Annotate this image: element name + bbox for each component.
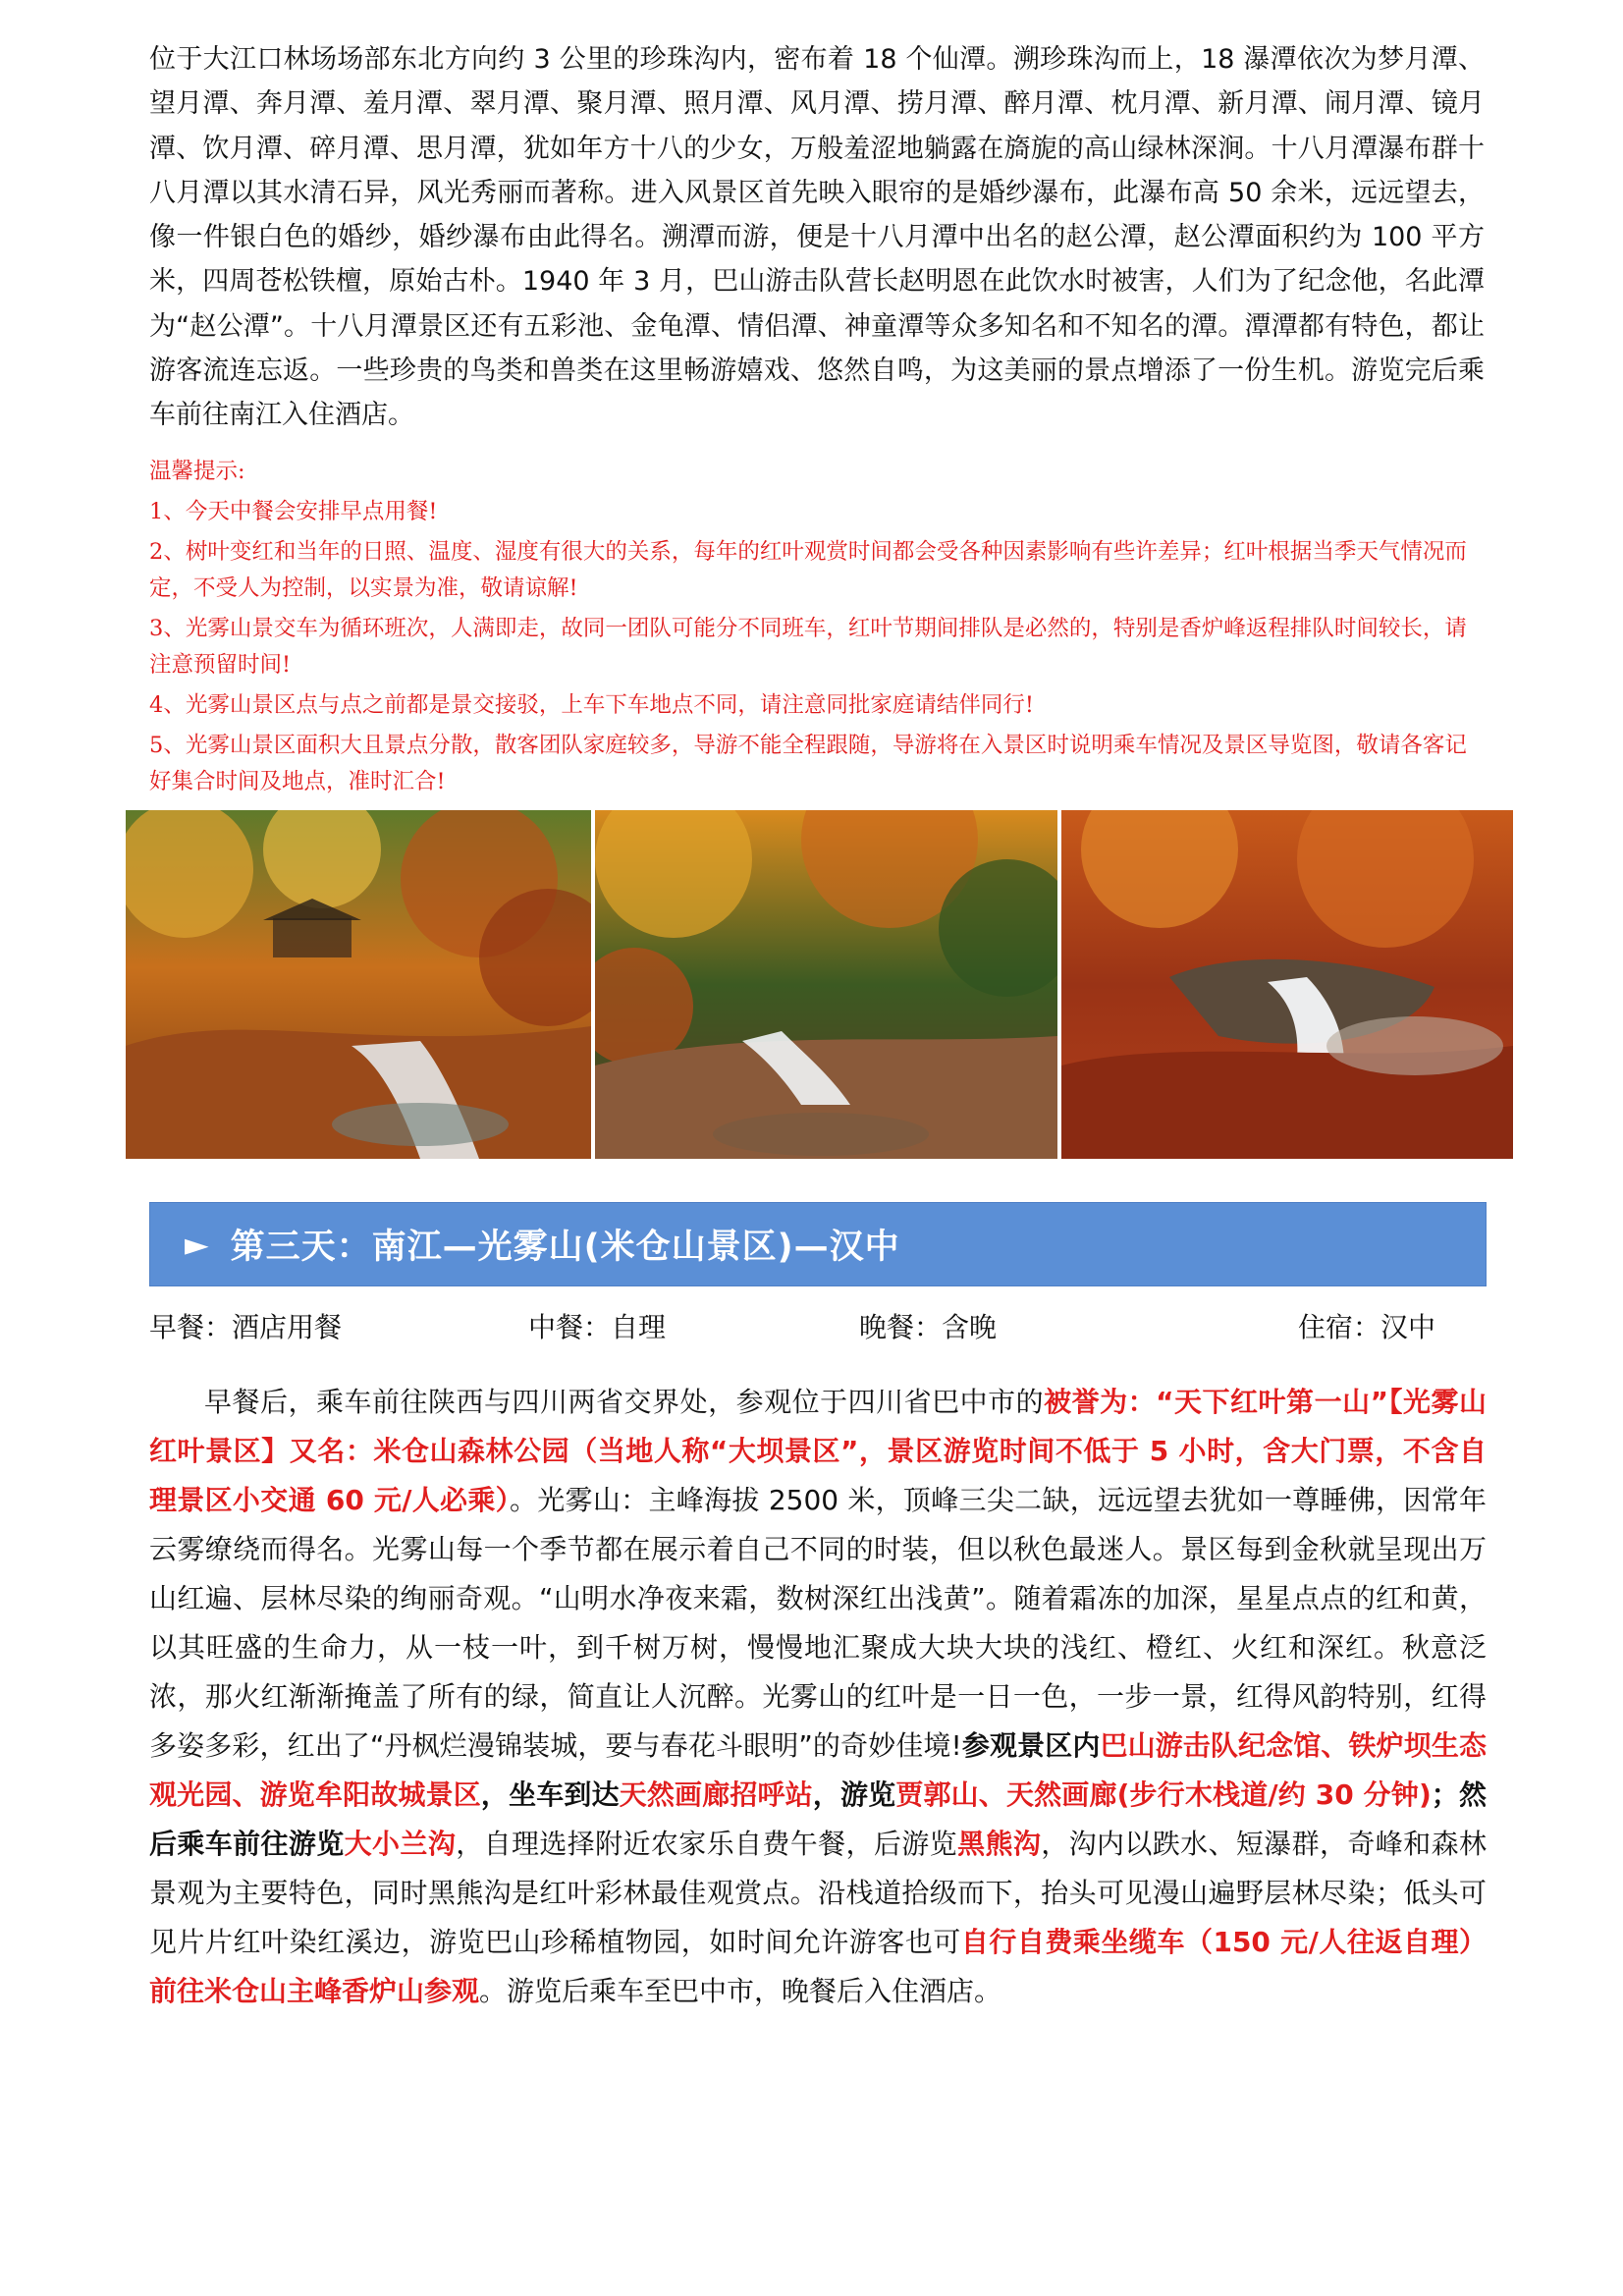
tip-item: 4、光雾山景区点与点之前都是景交接驳，上车下车地点不同，请注意同批家庭请结伴同行! (149, 692, 1034, 718)
tip-item: 5、光雾山景区面积大且景点分散，散客团队家庭较多，导游不能全程跟随，导游将在入景区时说明乘车情况及景区导览图，敬请各客记好集合时间及地点，准时汇合! (149, 733, 1467, 794)
bold-text: ；然后乘车前往游览 (149, 1778, 1487, 1860)
dinner-info: 晚餐：含晚 (859, 1311, 998, 1343)
highlight-text: 天然画廊招呼站 (619, 1778, 813, 1811)
breakfast-info: 早餐：酒店用餐 (149, 1311, 343, 1343)
highlight-text: 自行自费乘坐缆车（150 元/人往返自理）前往米仓山主峰香炉山参观 (149, 1926, 1487, 2007)
tips-heading: 温馨提示: (149, 459, 245, 484)
text-run: 。游览后乘车至巴中市，晚餐后入住酒店。 (479, 1975, 1002, 2007)
triangle-icon: ► (185, 1226, 209, 1263)
autumn-stream-photo (126, 810, 591, 1159)
text-run: 。光雾山：主峰海拔 2500 米，顶峰三尖二缺，远远望去犹如一尊睡佛，因常年云雾缭绕而得名。光雾山每一个季节都在展示着自己不同的时装，但以秋色最迷人。景区每到金秋就呈现出万山红遍、层林尽染的绚丽奇观。“山明水净夜来霜，数树深红出浅黄”。随着霜冻的加深，星星点点的红和黄，以其旺盛的生命力，从一枝一叶，到千树万树，慢慢地汇聚成大块大块的浅红、橙红、火红和深红。秋意泛浓，那火红渐渐掩盖了所有的绿，简直让人沉醉。光雾山的红叶是一日一色，一步一景，红得风韵特别，红得多姿多彩，红出了“丹枫烂漫锦装城，要与春花斗眼明”的奇妙佳境! (149, 1484, 1487, 1762)
highlight-text: 被誉为：“天下红叶第一山”【光雾山红叶景区】又名：米仓山森林公园（当地人称“大坝景区”，景区游览时间不低于 5 小时，含大门票，不含自理景区小交通 60 元/人必乘） (149, 1386, 1487, 1516)
red-leaf-pool-photo (1061, 810, 1513, 1159)
tips-section (149, 454, 1487, 800)
tip-item: 1、今天中餐会安排早点用餐! (149, 499, 438, 524)
bold-text: ，游览 (812, 1778, 896, 1811)
highlight-text: 大小兰沟 (344, 1828, 457, 1860)
bold-text: ，坐车到达 (480, 1778, 620, 1811)
day3-banner (149, 1202, 1487, 1286)
highlight-text: 黑熊沟 (957, 1828, 1042, 1860)
lunch-info: 中餐：自理 (528, 1311, 667, 1343)
bold-text: 参观景区内 (961, 1729, 1101, 1762)
day3-paragraph (149, 1378, 1487, 2016)
highlight-text: 贾郭山、天然画廊(步行木栈道/约 30 分钟) (895, 1778, 1432, 1811)
tip-item: 3、光雾山景交车为循环班次，人满即走，故同一团队可能分不同班车，红叶节期间排队是必然的，特别是香炉峰返程排队时间较长，请注意预留时间! (149, 616, 1467, 678)
tip-item: 2、树叶变红和当年的日照、温度、湿度有很大的关系，每年的红叶观赏时间都会受各种因素影响有些许差异；红叶根据当季天气情况而定，不受人为控制，以实景为准，敬请谅解! (149, 539, 1467, 601)
text-run: ，沟内以跌水、短瀑群，奇峰和森林景观为主要特色，同时黑熊沟是红叶彩林最佳观赏点。沿栈道拾级而下，抬头可见漫山遍野层林尽染；低头可见片片红叶染红溪边，游览巴山珍稀植物园，如时间允许游客也可 (149, 1828, 1487, 1958)
waterfall-photo (595, 810, 1057, 1159)
meals-row (149, 1306, 1487, 1351)
lodging-info: 住宿：汉中 (1298, 1311, 1436, 1343)
text-run: ，自理选择附近农家乐自费午餐，后游览 (456, 1828, 958, 1860)
photo-strip (126, 810, 1534, 1159)
text-run: 早餐后，乘车前往陕西与四川两省交界处，参观位于四川省巴中市的 (204, 1386, 1045, 1418)
highlight-text: 巴山游击队纪念馆、铁炉坝生态观光园、游览牟阳故城景区 (149, 1729, 1487, 1811)
intro-paragraph: 位于大江口林场场部东北方向约 3 公里的珍珠沟内，密布着 18 个仙潭。溯珍珠沟而上，18 瀑潭依次为梦月潭、望月潭、奔月潭、羞月潭、翠月潭、聚月潭、照月潭、风月潭、捞月潭、醉月潭、枕月潭、新月潭、闹月潭、镜月潭、饮月潭、碎月潭、思月潭，犹如年方十八的少女，万般羞涩地躺露在旖旎的高山绿林深涧。十八月潭瀑布群十八月潭以其水清石异，风光秀丽而著称。进入风景区首先映入眼帘的是婚纱瀑布，此瀑布高 50 余米，远远望去，像一件银白色的婚纱，婚纱瀑布由此得名。溯潭而游，便是十八月潭中出名的赵公潭，赵公潭面积约为 100 平方米，四周苍松铁檀，原始古朴。1940 年 3 月，巴山游击队营长赵明恩在此饮水时被害，人们为了纪念他，名此潭为“赵公潭”。十八月潭景区还有五彩池、金龟潭、情侣潭、神童潭等众多知名和不知名的潭。潭潭都有特色，都让游客流连忘返。一些珍贵的鸟类和兽类在这里畅游嬉戏、悠然自鸣，为这美丽的景点增添了一份生机。游览完后乘车前往南江入住酒店。 (149, 44, 1485, 431)
day3-title: 第三天：南江—光雾山(米仓山景区)—汉中 (230, 1228, 900, 1267)
